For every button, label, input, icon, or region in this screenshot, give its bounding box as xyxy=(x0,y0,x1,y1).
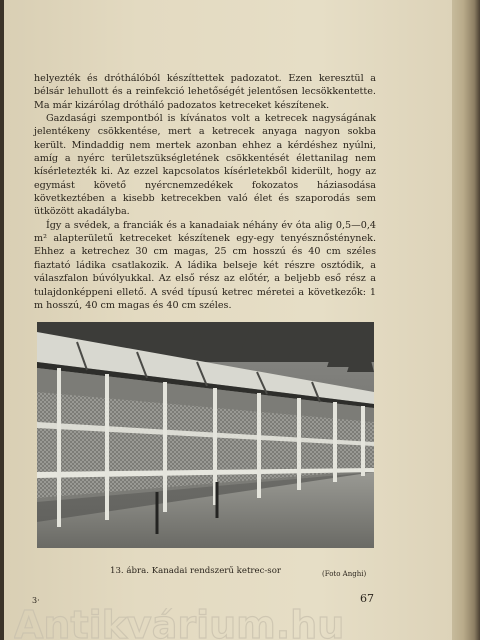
watermark-text: Antikvárium.hu xyxy=(14,608,345,640)
figure-caption: 13. ábra. Kanadai rendszerű ketrec-sor xyxy=(110,566,282,576)
cage-row-illustration xyxy=(37,322,374,548)
book-page xyxy=(4,0,452,640)
paragraph-1: helyezték és dróthálóból készíttettek padozatot. Ezen keresztül a bélsár lehullott és a reinfekció lehetőségét jelentősen lecsökkentette. Ma már kizárólag drótháló padozatos ketreceket készítenek. xyxy=(34,73,376,111)
cage-row-photo xyxy=(37,322,374,548)
paragraph-3: Így a svédek, a franciák és a kanadaiak néhány év óta alig 0,5—0,4 m² alapterületű ketreceket készítenek egy-egy tenyésznősténynek. Ehhez a ketrechez 30 cm magas, 25 cm hosszú és 40 cm széles fiaztató ládika csatlakozik. A ládika belseje két részre osztódik, a válaszfalon búvólyukkal. Az első rész az előtér, a beljebb eső rész a tulajdonképpeni ellető. A svéd típusú ketrec méretei a következők: 1 m hosszú, 40 cm magas és 40 cm széles. xyxy=(34,219,376,311)
paragraph-2: Gazdasági szempontból is kívánatos volt a ketrecek nagyságának jelentékeny csökkentése, mert a ketrecek anyaga nagyon sokba került. Mindaddig nem mertek azonban ehhez a kérdéshez nyúlni, amíg a nyérc területszükségletének csökkentését élettanilag nem kísérletezték ki. Az ezzel kapcsolatos kísérletekből kiderült, hogy az egymást követő nyércnemzedékek fokozatos háziasodása következtében a kisebb ketrecekben való élet és szaporodás sem ütközött akadályba. xyxy=(34,113,376,218)
photo-credit: (Foto Anghi) xyxy=(322,570,367,578)
antikvarium-watermark xyxy=(14,608,480,640)
body-text xyxy=(34,72,376,312)
corner-mark: 3· xyxy=(32,596,40,605)
page-number: 67 xyxy=(360,592,374,605)
page-stack-edge xyxy=(452,0,480,640)
